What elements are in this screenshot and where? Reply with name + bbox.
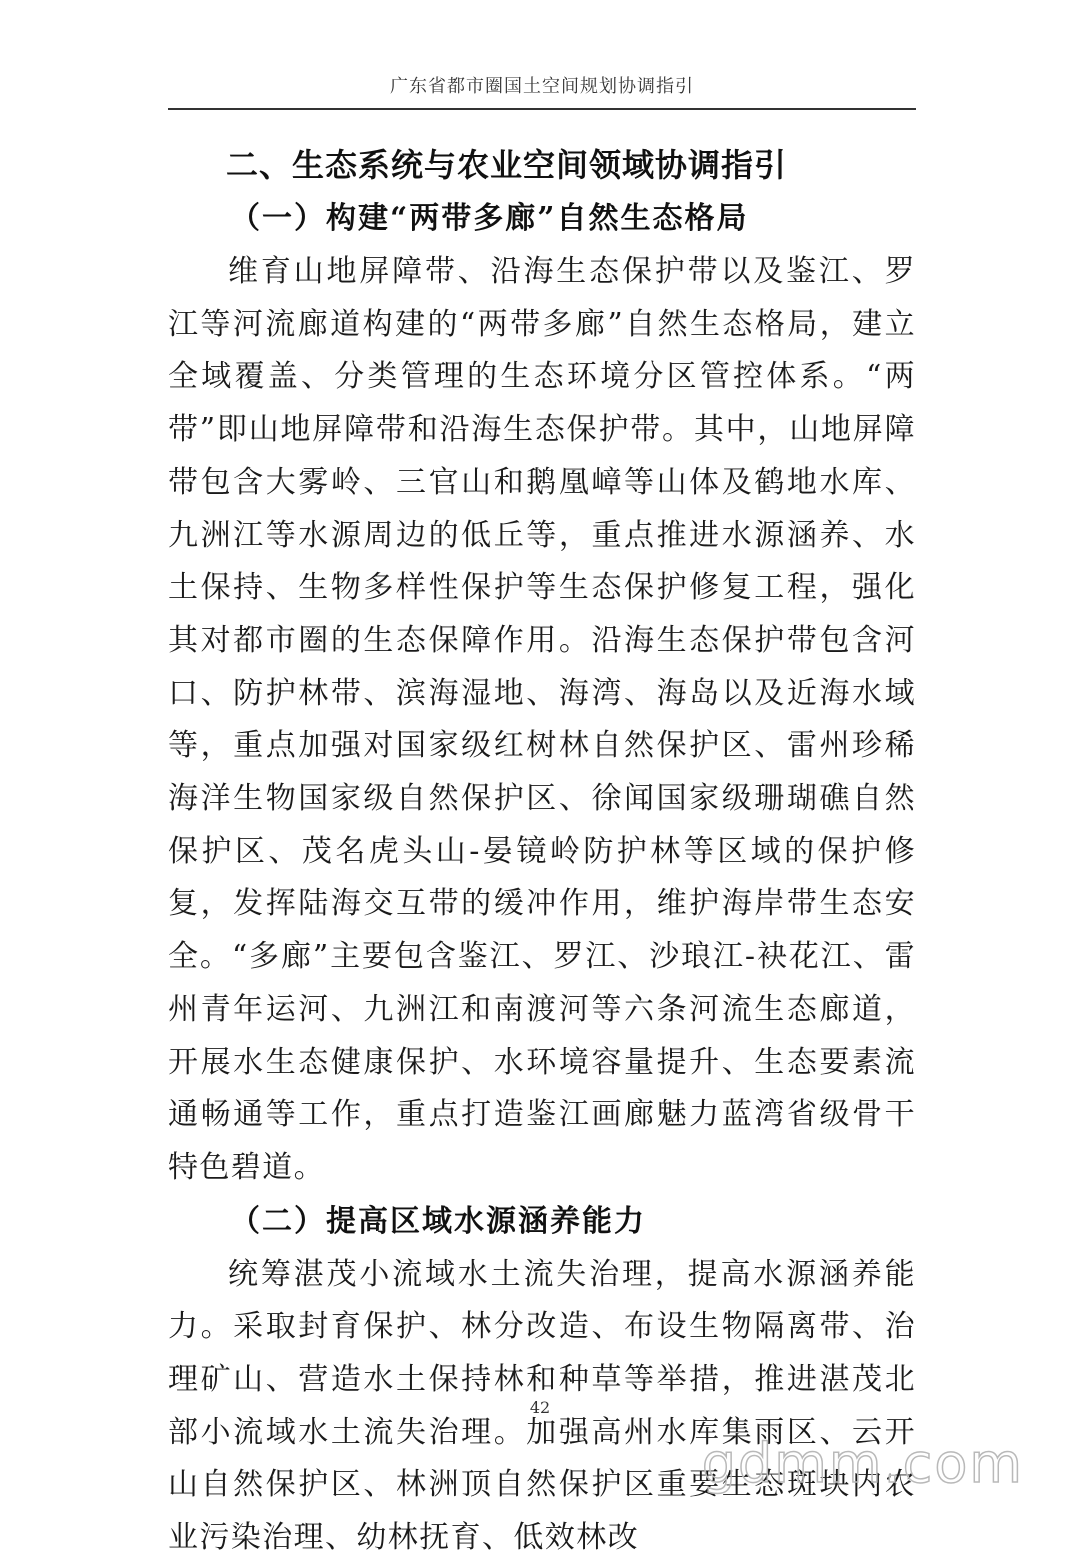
header-divider: [168, 108, 916, 110]
section-title: 二、生态系统与农业空间领域协调指引: [226, 146, 788, 184]
paragraph-1: 维育山地屏障带、沿海生态保护带以及鉴江、罗江等河流廊道构建的“两带多廊”自然生态格局，建立全域覆盖、分类管理的生态环境分区管控体系。“两带”即山地屏障带和沿海生态保护带。其中，山地屏障带包含大雾岭、三官山和鹅凰嶂等山体及鹤地水库、九洲江等水源周边的低丘等，重点推进水源涵养、水土保持、生物多样性保护等生态保护修复工程，强化其对都市圈的生态保障作用。沿海生态保护带包含河口、防护林带、滨海湿地、海湾、海岛以及近海水域等，重点加强对国家级红树林自然保护区、雷州珍稀海洋生物国家级自然保护区、徐闻国家级珊瑚礁自然保护区、茂名虎头山-晏镜岭防护林等区域的保护修复，发挥陆海交互带的缓冲作用，维护海岸带生态安全。“多廊”主要包含鉴江、罗江、沙琅江-袂花江、雷州青年运河、九洲江和南渡河等六条河流生态廊道，开展水生态健康保护、水环境容量提升、生态要素流通畅通等工作，重点打造鉴江画廊魅力蓝湾省级骨干特色碧道。: [168, 254, 916, 1185]
paragraph-2: 统筹湛茂小流域水土流失治理，提高水源涵养能力。采取封育保护、林分改造、布设生物隔离带、治理矿山、营造水土保持林和种草等举措，推进湛茂北部小流域水土流失治理。加强高州水库集雨区、云开山自然保护区、林洲顶自然保护区重要生态斑块内农业污染治理、幼林抚育、低效林改: [168, 1256, 916, 1556]
site-watermark: gdmm.com: [701, 1432, 1024, 1495]
running-header: 广东省都市圈国土空间规划协调指引: [390, 76, 694, 97]
subsection-heading-1: （一）构建“两带多廊”自然生态格局: [230, 201, 749, 236]
page-body: [168, 138, 916, 1565]
page-number: 42: [529, 1398, 551, 1417]
subsection-heading-2: （二）提高区域水源涵养能力: [230, 1203, 646, 1239]
